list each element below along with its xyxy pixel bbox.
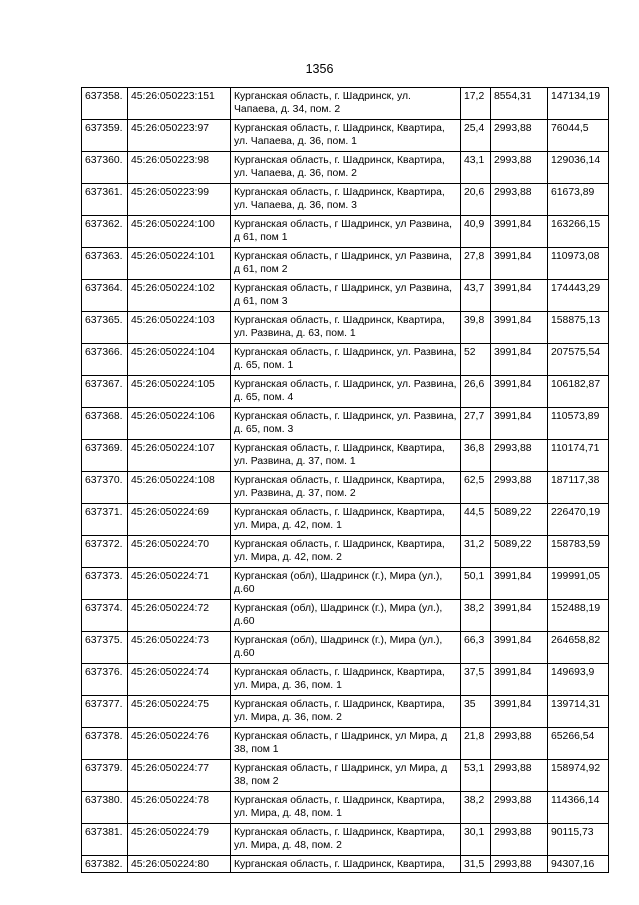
unit-price: 2993,88 [491,440,548,472]
cadastral-cost: 264658,82 [548,632,609,664]
row-number: 637365. [82,312,128,344]
table-row [82,152,609,184]
area: 66,3 [461,632,491,664]
cadastral-cost: 152488,19 [548,600,609,632]
cadastral-number: 45:26:050224:75 [128,696,231,728]
area: 20,6 [461,184,491,216]
row-number: 637370. [82,472,128,504]
unit-price: 2993,88 [491,120,548,152]
row-number: 637379. [82,760,128,792]
cadastral-cost: 110174,71 [548,440,609,472]
cadastral-number: 45:26:050224:104 [128,344,231,376]
row-number: 637382. [82,856,128,873]
row-number: 637371. [82,504,128,536]
address: Курганская область, г Шадринск, ул Развина, д 61, пом 1 [231,216,461,248]
cadastral-number: 45:26:050224:102 [128,280,231,312]
address: Курганская область, г Шадринск, ул Мира, д 38, пом 1 [231,728,461,760]
unit-price: 3991,84 [491,248,548,280]
address: Курганская область, г. Шадринск, Квартира, ул. Мира, д. 42, пом. 1 [231,504,461,536]
unit-price: 3991,84 [491,216,548,248]
table-row [82,536,609,568]
unit-price: 3991,84 [491,600,548,632]
address: Курганская область, г. Шадринск, Квартира, ул. Развина, д. 63, пом. 1 [231,312,461,344]
cadastral-number: 45:26:050223:97 [128,120,231,152]
cadastral-number: 45:26:050223:151 [128,88,231,120]
row-number: 637377. [82,696,128,728]
row-number: 637361. [82,184,128,216]
area: 43,7 [461,280,491,312]
unit-price: 8554,31 [491,88,548,120]
unit-price: 2993,88 [491,856,548,873]
row-number: 637359. [82,120,128,152]
cadastral-number: 45:26:050224:78 [128,792,231,824]
area: 26,6 [461,376,491,408]
address: Курганская область, г. Шадринск, Квартира, ул. Чапаева, д. 36, пом. 1 [231,120,461,152]
table-row [82,408,609,440]
cadastral-cost: 65266,54 [548,728,609,760]
table-row [82,472,609,504]
unit-price: 3991,84 [491,344,548,376]
cadastral-number: 45:26:050223:98 [128,152,231,184]
cadastral-cost: 174443,29 [548,280,609,312]
table-row [82,856,609,873]
cadastral-cost: 106182,87 [548,376,609,408]
row-number: 637376. [82,664,128,696]
unit-price: 2993,88 [491,824,548,856]
cadastral-number: 45:26:050224:69 [128,504,231,536]
address: Курганская область, г. Шадринск, ул. Чапаева, д. 34, пом. 2 [231,88,461,120]
area: 62,5 [461,472,491,504]
table-row [82,504,609,536]
address: Курганская область, г. Шадринск, Квартира, ул. Мира, д. 48, пом. 2 [231,824,461,856]
unit-price: 2993,88 [491,792,548,824]
cadastral-cost: 90115,73 [548,824,609,856]
table-row [82,312,609,344]
table-row [82,760,609,792]
table-row [82,696,609,728]
table-row [82,728,609,760]
row-number: 637362. [82,216,128,248]
row-number: 637372. [82,536,128,568]
unit-price: 2993,88 [491,184,548,216]
address: Курганская область, г. Шадринск, Квартира, ул. Мира, д. 48, пом. 1 [231,792,461,824]
unit-price: 3991,84 [491,568,548,600]
area: 53,1 [461,760,491,792]
address: Курганская область, г Шадринск, ул Мира, д 38, пом 2 [231,760,461,792]
area: 44,5 [461,504,491,536]
cadastral-cost: 110973,08 [548,248,609,280]
area: 35 [461,696,491,728]
cadastral-number: 45:26:050224:106 [128,408,231,440]
unit-price: 3991,84 [491,280,548,312]
row-number: 637368. [82,408,128,440]
row-number: 637375. [82,632,128,664]
property-registry-table [81,87,609,873]
address: Курганская область, г. Шадринск, ул. Развина, д. 65, пом. 4 [231,376,461,408]
unit-price: 3991,84 [491,664,548,696]
address: Курганская область, г. Шадринск, Квартира, ул. Чапаева, д. 36, пом. 3 [231,184,461,216]
cadastral-cost: 158974,92 [548,760,609,792]
area: 36,8 [461,440,491,472]
unit-price: 2993,88 [491,472,548,504]
address: Курганская область, г Шадринск, ул Развина, д 61, пом 2 [231,248,461,280]
table-row [82,664,609,696]
table-row [82,440,609,472]
row-number: 637369. [82,440,128,472]
cadastral-number: 45:26:050224:79 [128,824,231,856]
cadastral-cost: 94307,16 [548,856,609,873]
table-row [82,376,609,408]
unit-price: 5089,22 [491,504,548,536]
area: 27,8 [461,248,491,280]
cadastral-cost: 158875,13 [548,312,609,344]
cadastral-cost: 199991,05 [548,568,609,600]
unit-price: 5089,22 [491,536,548,568]
unit-price: 3991,84 [491,408,548,440]
row-number: 637373. [82,568,128,600]
unit-price: 3991,84 [491,376,548,408]
area: 38,2 [461,600,491,632]
cadastral-number: 45:26:050224:73 [128,632,231,664]
table-row [82,248,609,280]
row-number: 637360. [82,152,128,184]
cadastral-number: 45:26:050224:74 [128,664,231,696]
area: 30,1 [461,824,491,856]
row-number: 637380. [82,792,128,824]
cadastral-number: 45:26:050224:72 [128,600,231,632]
row-number: 637358. [82,88,128,120]
table-row [82,344,609,376]
area: 52 [461,344,491,376]
cadastral-number: 45:26:050223:99 [128,184,231,216]
cadastral-cost: 129036,14 [548,152,609,184]
cadastral-cost: 149693,9 [548,664,609,696]
area: 37,5 [461,664,491,696]
row-number: 637366. [82,344,128,376]
address: Курганская (обл), Шадринск (г.), Мира (ул.), д.60 [231,568,461,600]
cadastral-cost: 61673,89 [548,184,609,216]
cadastral-cost: 114366,14 [548,792,609,824]
cadastral-number: 45:26:050224:103 [128,312,231,344]
unit-price: 3991,84 [491,312,548,344]
area: 27,7 [461,408,491,440]
table-row [82,792,609,824]
row-number: 637378. [82,728,128,760]
cadastral-number: 45:26:050224:77 [128,760,231,792]
address: Курганская (обл), Шадринск (г.), Мира (ул.), д.60 [231,632,461,664]
area: 21,8 [461,728,491,760]
address: Курганская область, г. Шадринск, Квартира, [231,856,461,873]
unit-price: 3991,84 [491,632,548,664]
area: 25,4 [461,120,491,152]
unit-price: 2993,88 [491,760,548,792]
cadastral-number: 45:26:050224:108 [128,472,231,504]
address: Курганская (обл), Шадринск (г.), Мира (ул.), д.60 [231,600,461,632]
table-row [82,88,609,120]
cadastral-cost: 110573,89 [548,408,609,440]
unit-price: 2993,88 [491,728,548,760]
address: Курганская область, г. Шадринск, ул. Развина, д. 65, пом. 1 [231,344,461,376]
area: 31,2 [461,536,491,568]
address: Курганская область, г. Шадринск, Квартира, ул. Мира, д. 42, пом. 2 [231,536,461,568]
address: Курганская область, г. Шадринск, Квартира, ул. Развина, д. 37, пом. 1 [231,440,461,472]
table-row [82,568,609,600]
cadastral-number: 45:26:050224:101 [128,248,231,280]
cadastral-cost: 147134,19 [548,88,609,120]
row-number: 637374. [82,600,128,632]
area: 17,2 [461,88,491,120]
address: Курганская область, г Шадринск, ул Развина, д 61, пом 3 [231,280,461,312]
cadastral-cost: 207575,54 [548,344,609,376]
row-number: 637381. [82,824,128,856]
table-row [82,184,609,216]
area: 50,1 [461,568,491,600]
row-number: 637367. [82,376,128,408]
table-row [82,216,609,248]
cadastral-cost: 163266,15 [548,216,609,248]
cadastral-number: 45:26:050224:107 [128,440,231,472]
cadastral-number: 45:26:050224:100 [128,216,231,248]
address: Курганская область, г. Шадринск, Квартира, ул. Развина, д. 37, пом. 2 [231,472,461,504]
address: Курганская область, г. Шадринск, Квартира, ул. Чапаева, д. 36, пом. 2 [231,152,461,184]
cadastral-cost: 139714,31 [548,696,609,728]
cadastral-cost: 187117,38 [548,472,609,504]
area: 38,2 [461,792,491,824]
area: 31,5 [461,856,491,873]
page-number: 1356 [305,62,334,76]
table-row [82,632,609,664]
cadastral-number: 45:26:050224:80 [128,856,231,873]
unit-price: 2993,88 [491,152,548,184]
row-number: 637363. [82,248,128,280]
table-row [82,600,609,632]
area: 39,8 [461,312,491,344]
table-row [82,280,609,312]
address: Курганская область, г. Шадринск, ул. Развина, д. 65, пом. 3 [231,408,461,440]
cadastral-cost: 76044,5 [548,120,609,152]
cadastral-number: 45:26:050224:70 [128,536,231,568]
unit-price: 3991,84 [491,696,548,728]
cadastral-cost: 158783,59 [548,536,609,568]
table-row [82,824,609,856]
address: Курганская область, г. Шадринск, Квартира, ул. Мира, д. 36, пом. 1 [231,664,461,696]
cadastral-number: 45:26:050224:71 [128,568,231,600]
address: Курганская область, г. Шадринск, Квартира, ул. Мира, д. 36, пом. 2 [231,696,461,728]
cadastral-number: 45:26:050224:105 [128,376,231,408]
cadastral-cost: 226470,19 [548,504,609,536]
cadastral-number: 45:26:050224:76 [128,728,231,760]
area: 40,9 [461,216,491,248]
area: 43,1 [461,152,491,184]
table-row [82,120,609,152]
row-number: 637364. [82,280,128,312]
